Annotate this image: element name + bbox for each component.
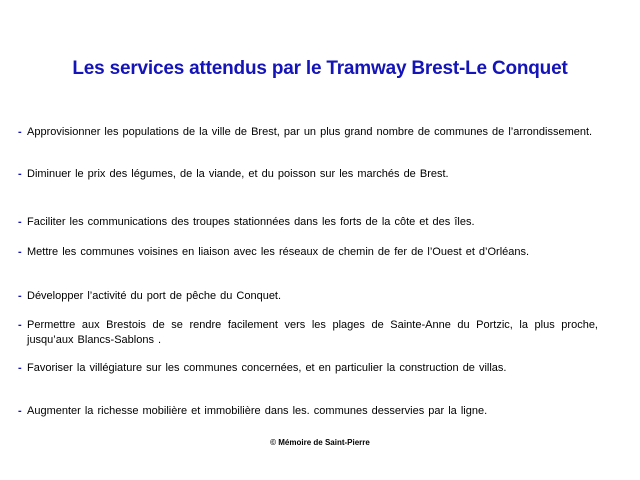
bullet-item xyxy=(18,167,598,182)
bullet-item xyxy=(18,245,598,260)
bullet-text: Mettre les communes voisines en liaison avec les réseaux de chemin de fer de l’Ouest et d’Orléans. xyxy=(27,246,530,258)
bullet-item xyxy=(18,361,598,376)
bullet-marker: - xyxy=(18,290,22,302)
bullet-marker: - xyxy=(18,216,22,228)
bullet-text: Favoriser la villégiature sur les communes concernées, et en particulier la construction de villas. xyxy=(27,362,507,374)
copyright-footer: © Mémoire de Saint-Pierre xyxy=(270,438,370,447)
bullet-text: Développer l’activité du port de pêche du Conquet. xyxy=(27,290,282,302)
bullet-item xyxy=(18,289,598,304)
bullet-text: Augmenter la richesse mobilière et immobilière dans les. communes desservies par la ligne. xyxy=(27,405,488,417)
bullet-item xyxy=(18,125,598,140)
bullet-text: Permettre aux Brestois de se rendre facilement vers les plages de Sainte-Anne du Portzic, la plus proche, jusqu’aux Blancs-Sablons . xyxy=(27,319,598,346)
bullet-text: Approvisionner les populations de la ville de Brest, par un plus grand nombre de communes de l’arrondissement. xyxy=(27,126,593,138)
bullet-marker: - xyxy=(18,362,22,374)
bullet-marker: - xyxy=(18,168,22,180)
bullet-marker: - xyxy=(18,126,22,138)
bullet-item xyxy=(18,318,598,348)
bullet-marker: - xyxy=(18,246,22,258)
bullet-item xyxy=(18,404,598,419)
bullet-item xyxy=(18,215,598,230)
bullet-text: Faciliter les communications des troupes stationnées dans les forts de la côte et des îles. xyxy=(27,216,475,228)
bullet-marker: - xyxy=(18,405,22,417)
bullet-marker: - xyxy=(18,319,22,331)
bullet-text: Diminuer le prix des légumes, de la viande, et du poisson sur les marchés de Brest. xyxy=(27,168,449,180)
slide-title: Les services attendus par le Tramway Brest-Le Conquet xyxy=(72,58,568,79)
